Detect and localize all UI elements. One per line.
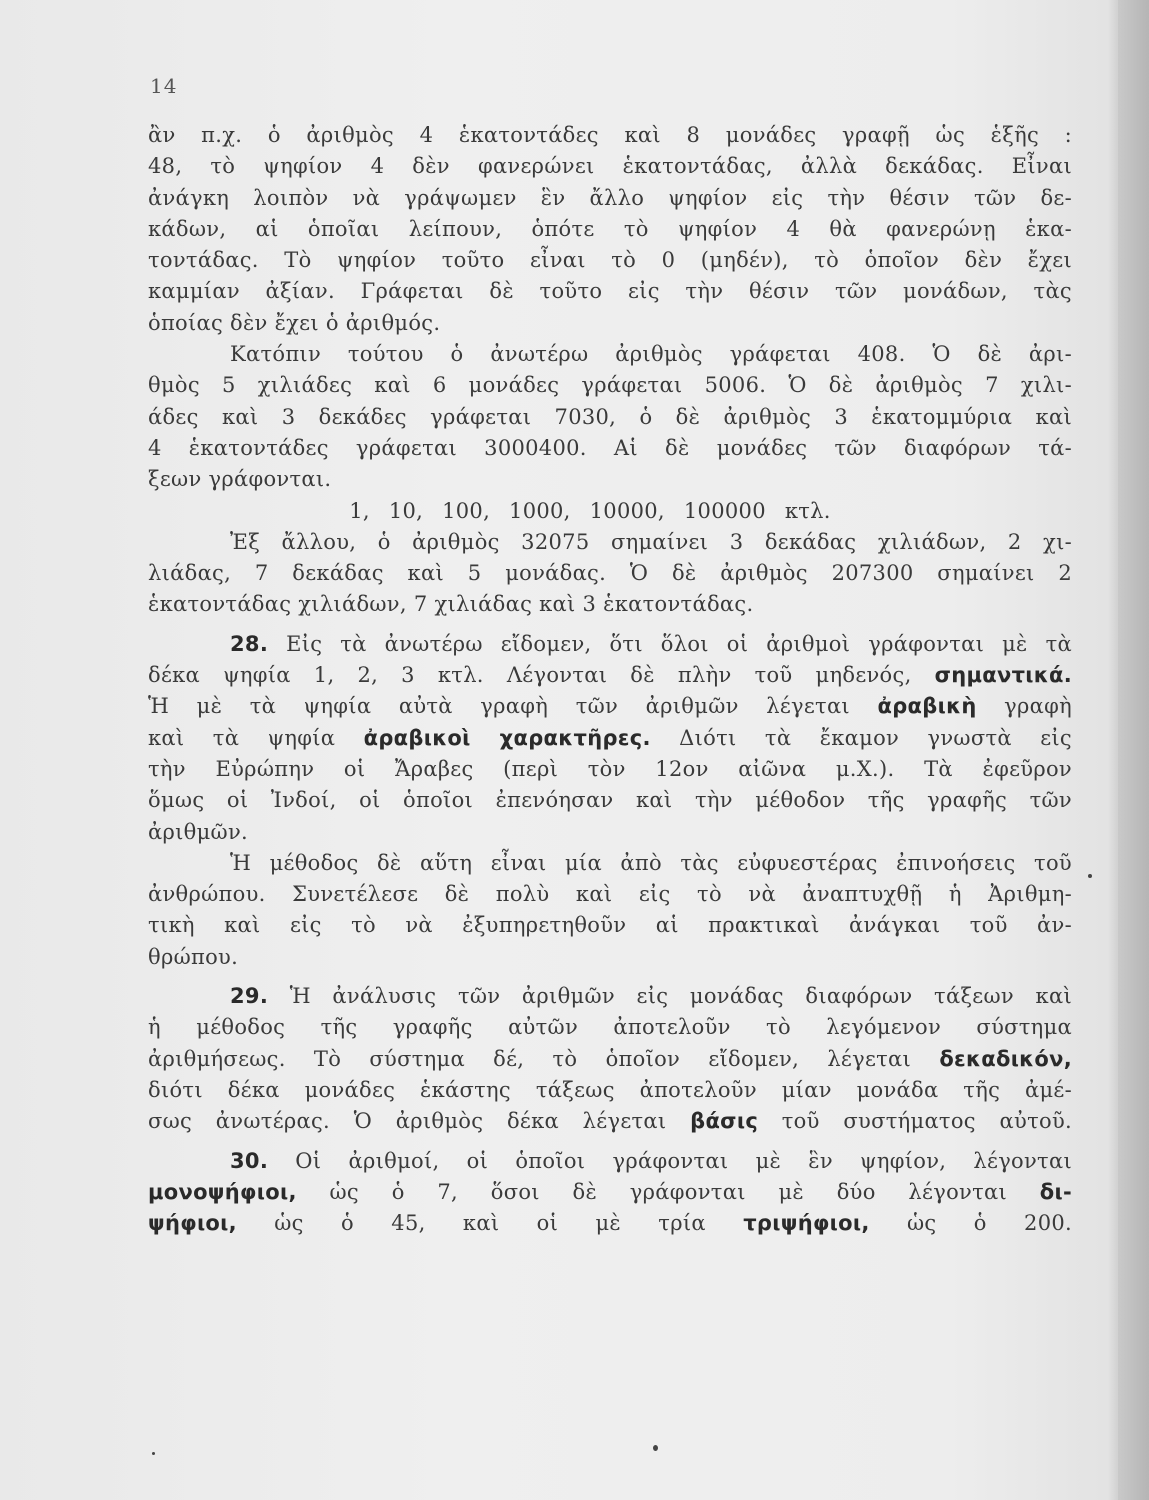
- term-significant: σημαντικά.: [934, 663, 1072, 688]
- text-line: κάδων, αἱ ὁποῖαι λείπουν, ὁπότε τὸ ψηφίον 4 θὰ φανερώνῃ ἑκα-: [148, 216, 1072, 241]
- page-number: 14: [150, 74, 178, 98]
- scanner-shadow: [1118, 0, 1149, 1500]
- text-fragment: σως ἀνωτέρας. Ὁ ἀριθμὸς δέκα λέγεται: [148, 1109, 667, 1134]
- text-line: τοντάδας. Τὸ ψηφίον τοῦτο εἶναι τὸ 0 (μηδέν), τὸ ὁποῖον δὲν ἔχει: [148, 248, 1072, 273]
- section-gap: [148, 621, 1072, 629]
- text-line: θρώπου.: [148, 944, 239, 969]
- section-number: 30.: [230, 1148, 269, 1173]
- text-line: ἡ μέθοδος τῆς γραφῆς αὐτῶν ἀποτελοῦν τὸ λεγόμενον σύστημα: [148, 1015, 1072, 1040]
- print-speck: [653, 1445, 658, 1451]
- text-fragment: ὡς ὁ 7, ὅσοι δὲ γράφονται μὲ δύο λέγονται: [329, 1179, 1008, 1204]
- text-line: διότι δέκα μονάδες ἑκάστης τάξεως ἀποτελοῦν μίαν μονάδα τῆς ἀμέ-: [148, 1077, 1072, 1102]
- unit-series-line: 1, 10, 100, 1000, 10000, 100000 κτλ.: [349, 498, 831, 523]
- text-line: τικὴ καὶ εἰς τὸ νὰ ἐξυπηρετηθοῦν αἱ πρακτικαὶ ἀνάγκαι τοῦ ἀν-: [148, 913, 1072, 938]
- text-line: ἑκατοντάδας χιλιάδων, 7 χιλιάδας καὶ 3 ἑκατοντάδας.: [148, 592, 754, 617]
- text-line: λιάδας, 7 δεκάδας καὶ 5 μονάδας. Ὁ δὲ ἀριθμὸς 207300 σημαίνει 2: [148, 561, 1072, 586]
- section-gap: [148, 973, 1072, 981]
- term-single-digit: μονοψήφιοι,: [148, 1179, 297, 1204]
- text-line: [148, 660, 1072, 691]
- text-fragment: ὡς ὁ 45, καὶ οἱ μὲ τρία: [274, 1211, 706, 1236]
- text-line: [148, 723, 1072, 754]
- section-29-line: [148, 981, 1072, 1012]
- section-30-line: [148, 1146, 1072, 1177]
- term-three-digit: τριψήφιοι,: [743, 1211, 870, 1236]
- text-line: 4 ἑκατοντάδες γράφεται 3000400. Αἱ δὲ μονάδες τῶν διαφόρων τά-: [148, 435, 1072, 460]
- section-number: 29.: [230, 984, 269, 1009]
- text-fragment: ὡς ὁ 200.: [906, 1211, 1072, 1236]
- text-line: ἀνάγκη λοιπὸν νὰ γράψωμεν ἓν ἄλλο ψηφίον εἰς τὴν θέσιν τῶν δε-: [148, 185, 1072, 210]
- term-base: βάσις: [690, 1109, 759, 1134]
- term-decimal: δεκαδικόν,: [939, 1046, 1072, 1071]
- text-line: ἂν π.χ. ὁ ἀριθμὸς 4 ἑκατοντάδες καὶ 8 μονάδες γραφῇ ὡς ἑξῆς :: [148, 123, 1072, 147]
- text-line: [148, 1106, 1072, 1137]
- term-arabic: ἀραβικὴ: [877, 694, 977, 719]
- text-line: Κατόπιν τούτου ὁ ἀνωτέρω ἀριθμὸς γράφεται 408. Ὁ δὲ ἀρι-: [230, 342, 1072, 367]
- text-line: ὅμως οἱ Ἰνδοί, οἱ ὁποῖοι ἐπενόησαν καὶ τὴν μέθοδον τῆς γραφῆς τῶν: [148, 788, 1072, 813]
- text-fragment: Οἱ ἀριθμοί, οἱ ὁποῖοι γράφονται μὲ ἓν ψηφίον, λέγονται: [295, 1148, 1072, 1173]
- section-number: 28.: [230, 631, 269, 656]
- text-line: ἀνθρώπου. Συνετέλεσε δὲ πολὺ καὶ εἰς τὸ νὰ ἀναπτυχθῇ ἡ Ἀριθμη-: [148, 882, 1072, 907]
- text-fragment: Διότι τὰ ἔκαμον γνωστὰ εἰς: [679, 725, 1072, 750]
- text-line: ὁποίας δὲν ἔχει ὁ ἀριθμός.: [148, 310, 441, 335]
- text-line: τὴν Εὐρώπην οἱ Ἄραβες (περὶ τὸν 12ον αἰῶνα μ.Χ.). Τὰ ἐφεῦρον: [148, 756, 1072, 781]
- text-fragment: τοῦ συστήματος αὐτοῦ.: [781, 1109, 1072, 1134]
- text-fragment: καὶ τὰ ψηφία: [148, 725, 336, 750]
- text-line: θμὸς 5 χιλιάδες καὶ 6 μονάδες γράφεται 5006. Ὁ δὲ ἀριθμὸς 7 χιλι-: [148, 373, 1072, 398]
- print-speck: [1088, 874, 1092, 878]
- section-gap: [148, 1138, 1072, 1146]
- page-edge-shade: [1108, 0, 1118, 1500]
- text-line: Ἐξ ἄλλου, ὁ ἀριθμὸς 32075 σημαίνει 3 δεκάδας χιλιάδων, 2 χι-: [230, 529, 1072, 554]
- text-line: ξεων γράφονται.: [148, 467, 332, 492]
- text-fragment: γραφὴ: [1004, 694, 1072, 719]
- text-line: [148, 1208, 1072, 1239]
- term-two-digit-end: ψήφιοι,: [148, 1211, 237, 1236]
- text-fragment: Ἡ μὲ τὰ ψηφία αὐτὰ γραφὴ τῶν ἀριθμῶν λέγεται: [148, 694, 850, 719]
- text-line: καμμίαν ἀξίαν. Γράφεται δὲ τοῦτο εἰς τὴν θέσιν τῶν μονάδων, τὰς: [148, 279, 1072, 304]
- text-line: Ἡ μέθοδος δὲ αὕτη εἶναι μία ἀπὸ τὰς εὐφυεστέρας ἐπινοήσεις τοῦ: [230, 850, 1072, 875]
- text-line: [148, 1177, 1072, 1208]
- text-fragment: δέκα ψηφία 1, 2, 3 κτλ. Λέγονται δὲ πλὴν τοῦ μηδενός,: [148, 663, 912, 688]
- page-body: [148, 120, 1072, 1239]
- print-speck: [152, 1452, 155, 1455]
- text-line: [148, 1044, 1072, 1075]
- text-fragment: ἀριθμήσεως. Τὸ σύστημα δέ, τὸ ὁποῖον εἴδομεν, λέγεται: [148, 1046, 912, 1071]
- text-fragment: Εἰς τὰ ἀνωτέρω εἴδομεν, ὅτι ὅλοι οἱ ἀριθμοὶ γράφονται μὲ τὰ: [286, 631, 1072, 656]
- term-two-digit-start: δι-: [1039, 1179, 1072, 1204]
- text-fragment: Ἡ ἀνάλυσις τῶν ἀριθμῶν εἰς μονάδας διαφόρων τάξεων καὶ: [289, 984, 1072, 1009]
- text-line: 48, τὸ ψηφίον 4 δὲν φανερώνει ἑκατοντάδας, ἀλλὰ δεκάδας. Εἶναι: [148, 154, 1072, 179]
- text-line: ἀριθμῶν.: [148, 819, 249, 844]
- text-line: άδες καὶ 3 δεκάδες γράφεται 7030, ὁ δὲ ἀριθμὸς 3 ἑκατομμύρια καὶ: [148, 404, 1072, 429]
- section-28-line: [148, 629, 1072, 660]
- text-line: [148, 691, 1072, 722]
- term-arabic-characters: ἀραβικοὶ χαρακτῆρες.: [363, 725, 651, 750]
